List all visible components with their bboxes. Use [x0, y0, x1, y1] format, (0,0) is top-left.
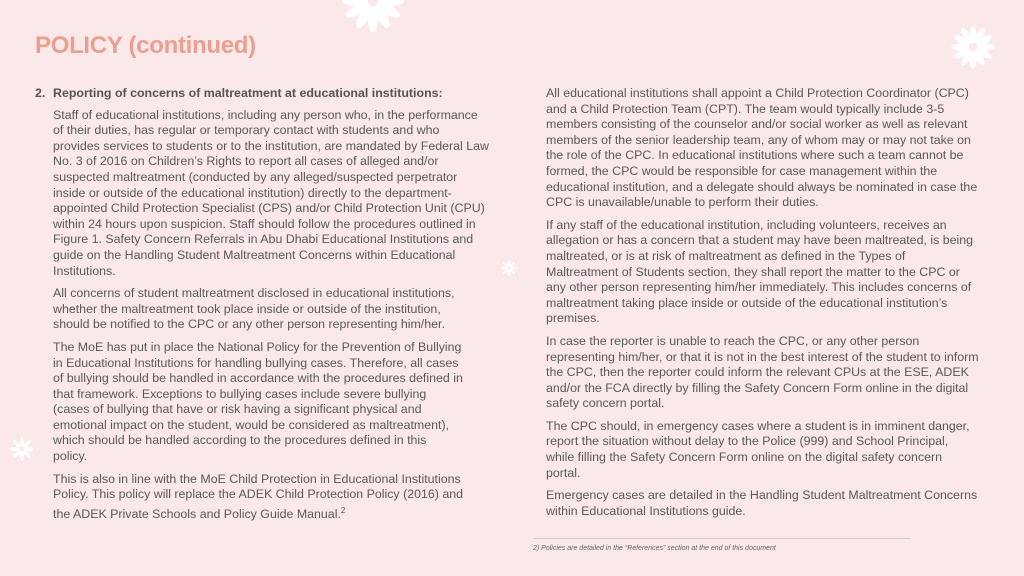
text-line: formed, the CPC would be responsible for case management within the	[546, 163, 938, 178]
text-line: the ADEK Private Schools and Policy Guide Manual.$^2$	[53, 505, 346, 521]
text-line: that framework. Exceptions to bullying cases include severe bullying	[53, 386, 427, 401]
text-line: premises.	[546, 311, 600, 326]
text-line: whether the maltreatment took place inside or outside of the institution,	[53, 301, 441, 316]
text-line: in Educational Institutions for handling bullying cases. Therefore, all cases	[53, 355, 459, 370]
text-line: Maltreatment of Students section, they shall report the matter to the CPC or	[546, 264, 960, 279]
text-line: policy.	[53, 449, 88, 464]
text-line: Institutions.	[53, 263, 116, 278]
text-line: representing him/her, or that it is not in the best interest of the student to inform	[546, 349, 979, 364]
text-line: within Educational Institutions guide.	[546, 503, 746, 518]
text-line: members of the senior leadership team, any of whom may or may not take on	[546, 132, 971, 147]
text-line: maltreatment taking place inside or outside of the educational institution’s	[546, 295, 948, 310]
text-line: Figure 1. Safety Concern Referrals in Abu Dhabi Educational Institutions and	[53, 232, 474, 247]
text-line: educational institution, and a delegate should always be nominated in case the	[546, 179, 978, 194]
text-line: portal.	[546, 465, 581, 480]
flower-decoration-icon	[9, 436, 35, 462]
section-heading-text: Reporting of concerns of maltreatment at educational institutions:	[53, 86, 443, 100]
text-line: which should be handled according to the procedures defined in this	[53, 433, 427, 448]
text-line: while filling the Safety Concern Form online on the digital safety concern	[546, 450, 943, 465]
left-column	[35, 86, 523, 530]
footnote-divider	[533, 538, 911, 539]
page-title: POLICY (continued)	[35, 32, 256, 59]
text-line: guide on the Handling Student Maltreatment Concerns within Educational	[53, 247, 456, 262]
text-line: and/or the FCA directly by filling the Safety Concern Form online in the digital	[546, 380, 969, 395]
text-line: In case the reporter is unable to reach the CPC, or any other person	[546, 333, 920, 348]
paragraph	[546, 334, 1006, 412]
text-line: Emergency cases are detailed in the Handling Student Maltreatment Concerns	[546, 488, 978, 503]
text-line: No. 3 of 2016 on Children’s Rights to report all cases of alleged and/or	[53, 154, 439, 169]
text-line: allegation or has a concern that a student may have been maltreated, is being	[546, 233, 974, 248]
section-heading	[35, 86, 523, 102]
text-line: (cases of bullying that have or risk having a significant physical and	[53, 402, 422, 417]
text-line: maltreated, or is at risk of maltreatment as defined in the Types of	[546, 248, 906, 263]
text-line: and a Child Protection Team (CPT). The team would typically include 3-5	[546, 101, 945, 116]
text-line: within 24 hours upon suspicion. Staff should follow the procedures outlined in	[53, 216, 476, 231]
paragraph	[546, 218, 1006, 327]
text-line: All concerns of student maltreatment disclosed in educational institutions,	[53, 286, 455, 301]
text-line: Staff of educational institutions, including any person who, in the performance	[53, 107, 478, 122]
paragraph	[546, 86, 1006, 211]
text-line: any other person representing him/her immediately. This includes concerns of	[546, 280, 972, 295]
paragraph	[53, 340, 523, 465]
footnote-reference: 2	[340, 505, 346, 515]
paragraph	[546, 488, 1006, 519]
text-line: of bullying should be handled in accordance with the procedures defined in	[53, 371, 463, 386]
text-line: report the situation without delay to the Police (999) and School Principal,	[546, 434, 949, 449]
paragraph	[53, 472, 523, 523]
text-line: The CPC should, in emergency cases where a student is in imminent danger,	[546, 418, 970, 433]
text-line: members consisting of the counselor and/or social worker as well as relevant	[546, 117, 968, 132]
text-line: The MoE has put in place the National Policy for the Prevention of Bullying	[53, 339, 462, 354]
text-line: If any staff of the educational institution, including volunteers, receives an	[546, 217, 947, 232]
right-column	[546, 86, 1006, 526]
text-line: the role of the CPC. In educational institutions where such a team cannot be	[546, 148, 964, 163]
paragraph	[546, 419, 1006, 481]
text-line: of their duties, has regular or temporary contact with students and who	[53, 123, 440, 138]
flower-decoration-icon	[340, 0, 406, 34]
text-line: CPC is unavailable/unable to perform their duties.	[546, 195, 819, 210]
text-line: should be notified to the CPC or any other person representing him/her.	[53, 317, 445, 332]
text-line: All educational institutions shall appoint a Child Protection Coordinator (CPC)	[546, 86, 969, 100]
flower-decoration-icon	[950, 24, 996, 70]
text-line: appointed Child Protection Specialist (CPS) and/or Child Protection Unit (CPU)	[53, 201, 485, 216]
text-line: provides services to students or to the institution, are mandated by Federal Law	[53, 138, 489, 153]
section-number: 2.	[35, 86, 46, 100]
text-line: emotional impact on the student, would be considered as maltreatment),	[53, 417, 450, 432]
text-line: safety concern portal.	[546, 396, 665, 411]
text-line: This is also in line with the MoE Child Protection in Educational Institutions	[53, 471, 461, 486]
text-line: Policy. This policy will replace the ADEK Child Protection Policy (2016) and	[53, 487, 463, 502]
paragraph	[53, 108, 523, 280]
text-line: the CPC, then the reporter could inform the relevant CPUs at the ESE, ADEK	[546, 365, 969, 380]
paragraph	[53, 286, 523, 333]
text-line: suspected maltreatment (conducted by any alleged/suspected perpetrator	[53, 169, 458, 184]
footnote: 2) Policies are detailed in the “References” section at the end of this document	[533, 545, 776, 552]
text-line: inside or outside of the educational institution) directly to the department-	[53, 185, 452, 200]
